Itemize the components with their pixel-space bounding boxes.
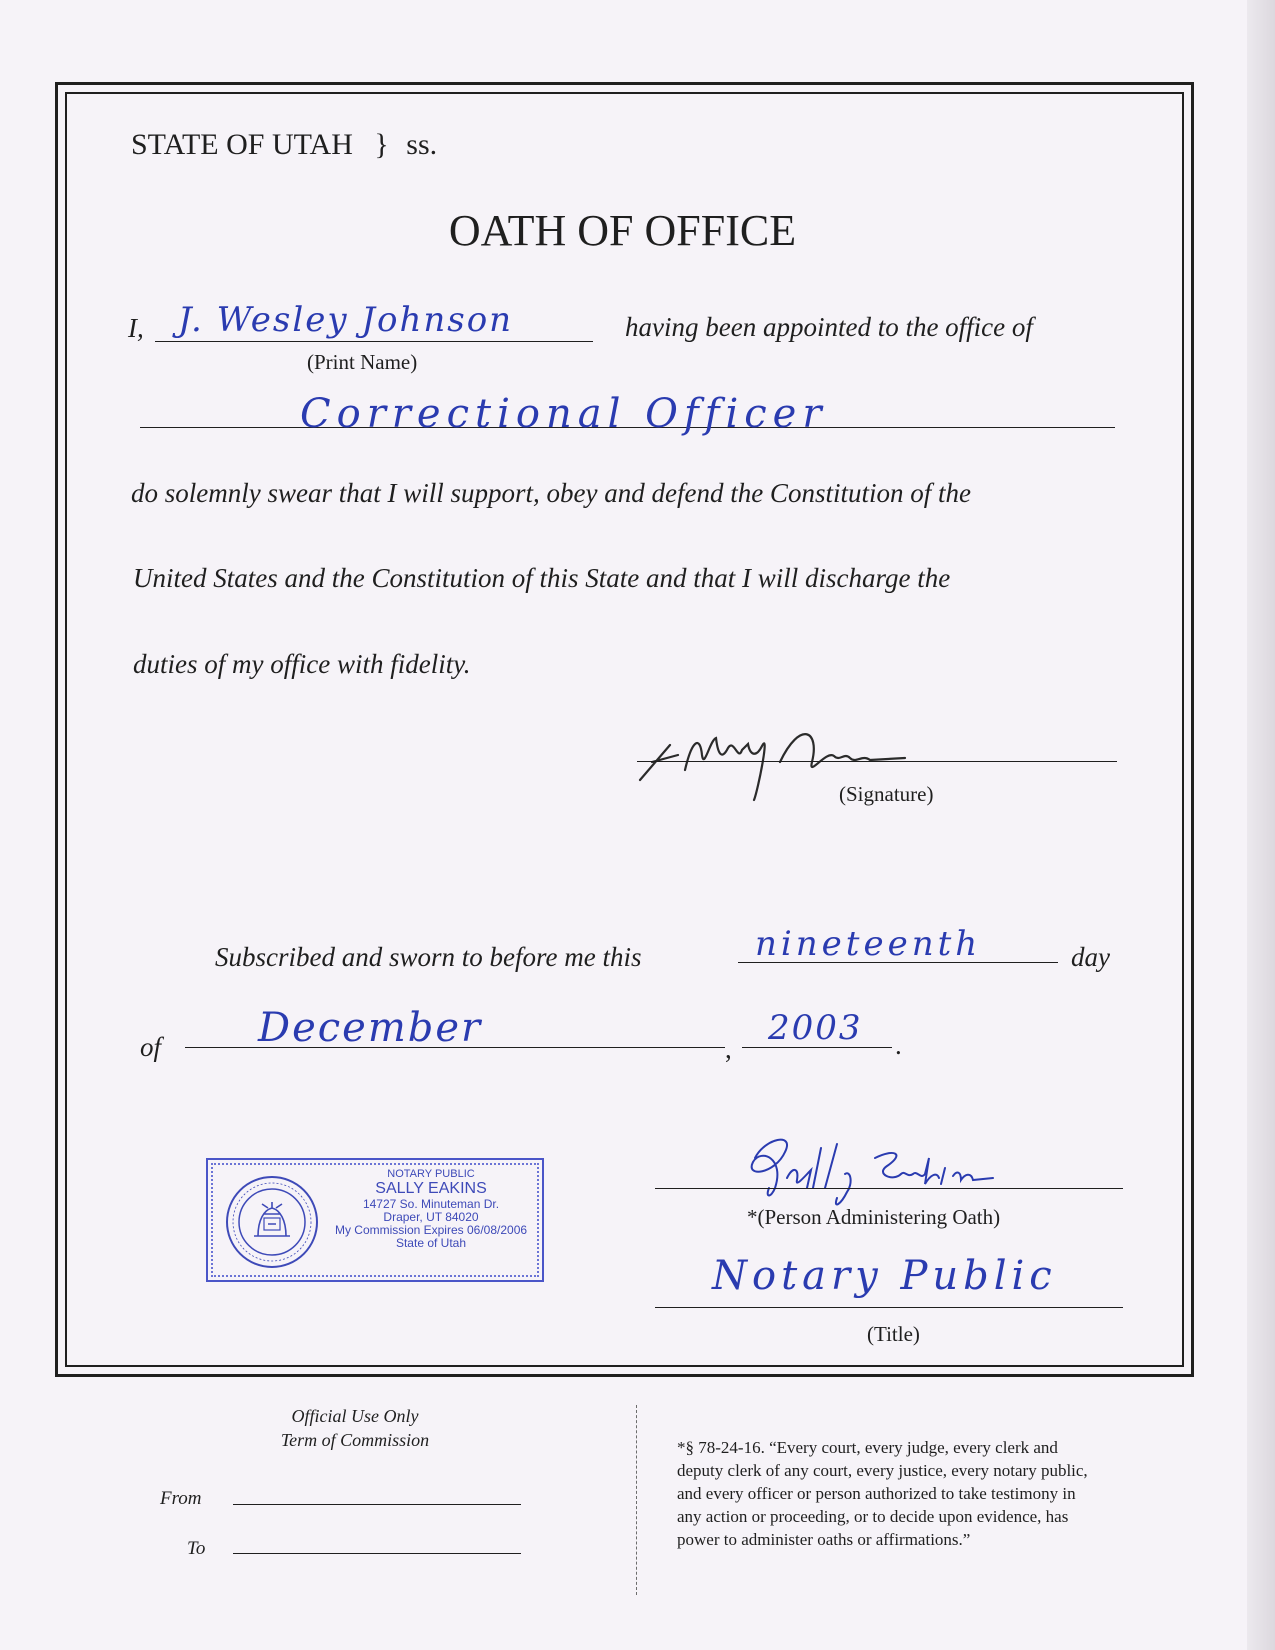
page-edge <box>1247 0 1275 1650</box>
stamp-line-6: State of Utah <box>395 1236 467 1251</box>
from-field[interactable] <box>233 1504 521 1505</box>
oath-line-1: do solemnly swear that I will support, obey and defend the Constitution of the <box>131 478 971 508</box>
day-text: day <box>1071 942 1110 972</box>
stamp-text-block <box>320 1168 542 1250</box>
official-use-label: Official Use Only <box>291 1406 419 1426</box>
stamp-line-1: NOTARY PUBLIC <box>387 1168 475 1180</box>
statute-line-5: power to administer oaths or affirmations.” <box>677 1530 971 1549</box>
stamp-line-4: Draper, UT 84020 <box>383 1209 479 1224</box>
title-underline <box>655 1307 1123 1308</box>
term-of-commission-label: Term of Commission <box>280 1430 430 1450</box>
form-title: OATH OF OFFICE <box>448 206 797 255</box>
date-comma: , <box>725 1034 732 1064</box>
stamp-line-2: SALLY EAKINS <box>375 1180 487 1198</box>
title-caption: (Title) <box>867 1322 920 1346</box>
to-field[interactable] <box>233 1553 521 1554</box>
name-underline <box>155 341 593 342</box>
statute-line-4: any action or proceeding, or to decide upon evidence, has <box>677 1507 1069 1526</box>
handwritten-office: Correctional Officer <box>300 391 828 437</box>
handwritten-year: 2003 <box>768 1008 863 1048</box>
from-label: From <box>160 1488 202 1509</box>
handwritten-notary-title: Notary Public <box>712 1253 1057 1299</box>
signature-caption: (Signature) <box>839 782 934 806</box>
utah-seal-icon <box>224 1174 320 1270</box>
notary-stamp <box>206 1158 544 1282</box>
administering-caption: *(Person Administering Oath) <box>747 1205 1001 1229</box>
date-period: . <box>895 1030 902 1060</box>
administering-underline <box>655 1188 1123 1189</box>
statute-line-1: *§ 78-24-16. “Every court, every judge, every clerk and <box>677 1438 1058 1457</box>
stamp-line-3: 14727 So. Minuteman Dr. <box>362 1196 500 1211</box>
print-name-caption: (Print Name) <box>307 350 418 374</box>
signature-underline <box>637 761 1117 762</box>
statute-line-2: deputy clerk of any court, every justice, every notary public, <box>677 1461 1088 1480</box>
state-name: STATE OF UTAH <box>131 128 353 161</box>
handwritten-day: nineteenth <box>755 924 982 964</box>
state-heading <box>131 128 437 162</box>
notary-signature <box>725 1118 1055 1218</box>
i-prefix: I, <box>128 313 144 343</box>
statute-text <box>677 1436 1088 1551</box>
footer-divider <box>636 1405 637 1595</box>
oath-line-2: United States and the Constitution of this State and that I will discharge the <box>133 563 951 593</box>
stamp-line-5: My Commission Expires 06/08/2006 <box>334 1223 528 1238</box>
handwritten-month: December <box>258 1005 483 1051</box>
state-brace: } <box>374 128 389 161</box>
appointed-text: having been appointed to the office of <box>625 312 1033 342</box>
statute-line-3: and every officer or person authorized to take testimony in <box>677 1484 1076 1503</box>
of-text: of <box>140 1032 162 1062</box>
to-label: To <box>187 1538 206 1559</box>
oath-line-3: duties of my office with fidelity. <box>133 649 471 679</box>
subscribed-text: Subscribed and sworn to before me this <box>215 942 642 972</box>
handwritten-name: J. Wesley Johnson <box>178 300 514 340</box>
state-ss: ss. <box>406 128 438 161</box>
